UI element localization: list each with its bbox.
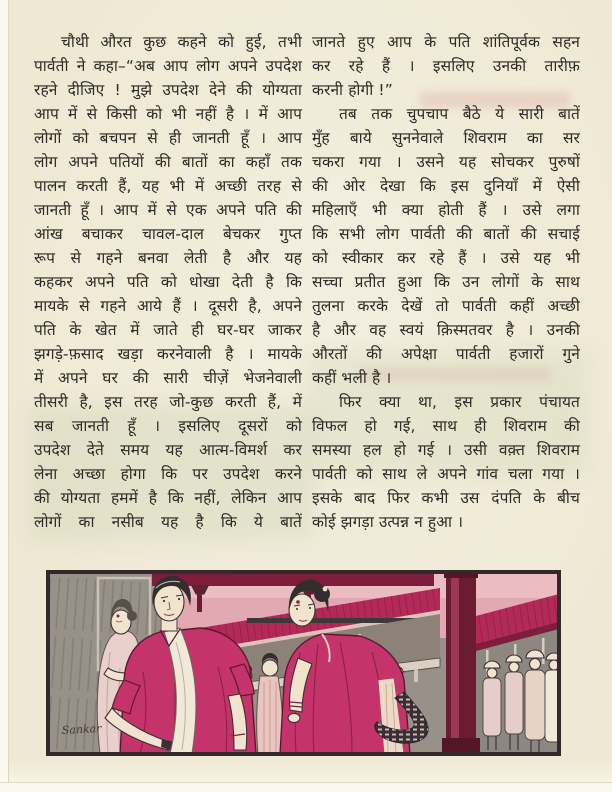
text-line: विफल हो गई, साथ ही शिवराम की	[312, 417, 580, 435]
text-line: करनी होगी !”	[312, 81, 393, 99]
text-line: लेना अच्छा होगा कि पर उपदेश करने	[34, 465, 302, 483]
text-line: लोग अपने पतियों की बातों का कहाँ तक	[34, 153, 302, 171]
text-line: रहने दीजिए ! मुझे उपदेश देने की योग्यता	[34, 81, 302, 99]
text-line: उपदेश देते समय यह आत्म-विमर्श कर	[34, 441, 302, 459]
artist-signature: Sankar	[61, 721, 102, 737]
text-line: सब जानती हूँ । इसलिए दूसरों को	[34, 417, 302, 435]
text-line: को स्वीकार कर रहे हैं । उसे यह भी	[312, 249, 580, 267]
text-line: लोगों का नसीब यह है कि ये बातें	[34, 513, 302, 531]
text-line: आंख बचाकर चावल-दाल बेचकर गुप्त	[34, 225, 302, 243]
text-line: की योग्यता हममें है कि नहीं, लेकिन आप	[34, 489, 302, 507]
illustration-svg	[48, 572, 559, 754]
text-line: पालन करती हैं, यह भी में अच्छी तरह से	[34, 177, 302, 195]
text-line: मायके से गहने आये हैं । दूसरी है, अपने	[34, 297, 302, 315]
text-line: जानते हुए आप के पति शांतिपूर्वक सहन	[312, 33, 580, 51]
page-bottom-edge	[0, 782, 612, 792]
text-line: कहीं भली है ।	[312, 369, 392, 387]
text-line: झगड़े-फ़साद खड़ा करनेवाली है । मायके	[34, 345, 302, 363]
text-line: की ओर देखा कि इस दुनियाँ में ऐसी	[312, 177, 580, 195]
text-line: औरतों की अपेक्षा पार्वती हजारों गुने	[312, 345, 580, 363]
text-line: कर रहे हैं । इसलिए उनकी तारीफ़	[312, 57, 580, 75]
text-column-left	[34, 30, 302, 534]
text-line: चौथी औरत कुछ कहने को हुई, तभी	[61, 33, 302, 51]
illustration-frame	[46, 570, 561, 756]
text-line: पति के खेत में जाते ही घर-घर जाकर	[34, 321, 302, 339]
text-line: सच्चा प्रतीत हुआ कि उन लोगों के साथ	[312, 273, 580, 291]
text-line: मुँह बाये सुननेवाले शिवराम का सर	[312, 129, 580, 147]
text-line: कहकर अपने पति को धोखा देती है कि	[34, 273, 302, 291]
text-line: तब तक चुपचाप बैठे ये सारी बातें	[339, 105, 580, 123]
text-line: आप में से किसी को भी नहीं है । में आप	[34, 105, 302, 123]
text-line: रूप से गहने बनवा लेती है और यह	[34, 249, 302, 267]
text-line: फिर क्या था, इस प्रकार पंचायत	[339, 393, 580, 411]
text-line: तीसरी है, इस तरह जो-कुछ करती हैं, में	[34, 393, 302, 411]
page-left-edge	[0, 0, 9, 792]
text-line: तुलना करके देखें तो पार्वती कहीं अच्छी	[312, 297, 580, 315]
text-line: चकरा गया । उसने यह सोचकर पुरुषों	[312, 153, 580, 171]
text-line: कि सभी लोग पार्वती की बातों की सचाई	[312, 225, 580, 243]
text-line: लोगों को बचपन से ही जानती हूँ । आप	[34, 129, 302, 147]
text-line: इसके बाद फिर कभी उस दंपति के बीच	[312, 489, 580, 507]
text-line: पार्वती को साथ ले अपने गांव चला गया ।	[312, 465, 580, 483]
text-line: समस्या हल हो गई । उसी वक़्त शिवराम	[312, 441, 580, 459]
text-line: पार्वती ने कहा–“अब आप लोग अपने उपदेश	[34, 57, 302, 75]
right-courtyard	[476, 594, 559, 754]
text-column-right	[312, 30, 580, 534]
text-line: में अपने घर की सारी चीज़ें भेजनेवाली	[34, 369, 302, 387]
text-line: है और वह स्वयं क़िस्मतवर है । उनकी	[312, 321, 580, 339]
big-pillar	[442, 572, 480, 754]
text-line: महिलाएँ भी क्या होती हैं । उसे लगा	[312, 201, 580, 219]
text-line: जानती हूँ । आप में से एक अपने पति की	[34, 201, 302, 219]
text-line: कोई झगड़ा उत्पन्न न हुआ ।	[312, 513, 464, 531]
